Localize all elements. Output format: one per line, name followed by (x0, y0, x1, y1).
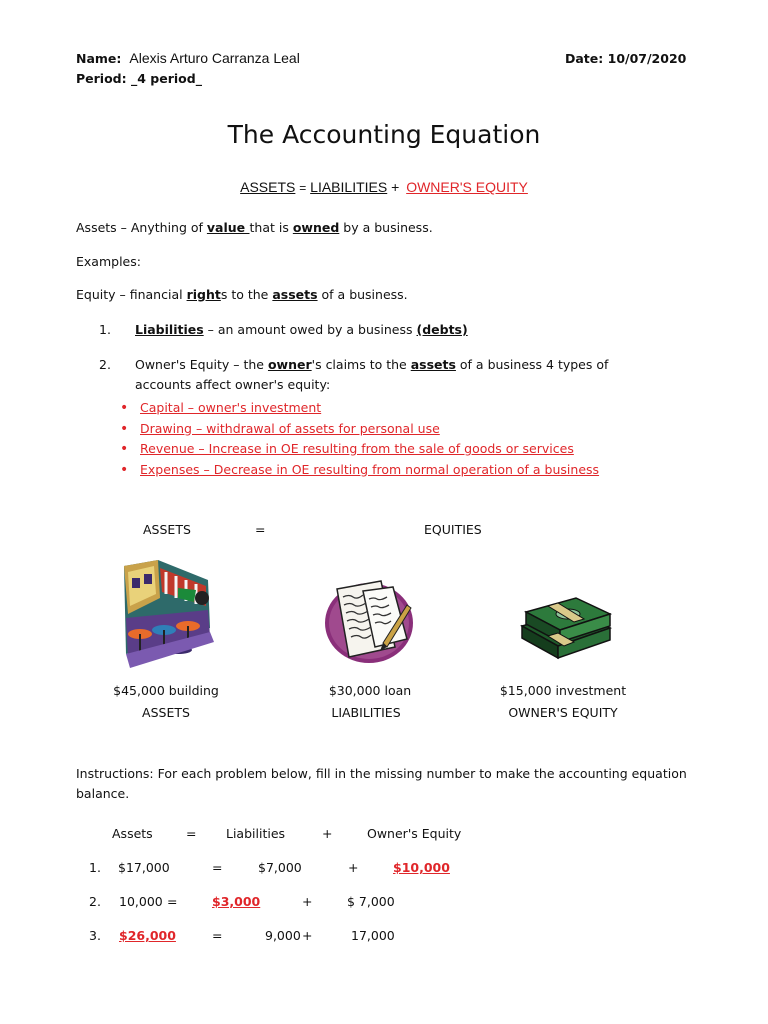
problem-plus: + (348, 860, 359, 875)
assets-def-post: by a business. (339, 220, 433, 235)
period-value: _4 period_ (130, 71, 202, 86)
investment-amount: $15,000 investment (499, 683, 627, 698)
problem-plus: + (302, 894, 313, 909)
list-item: • Drawing – withdrawal of assets for personal use (120, 420, 440, 437)
problem-oe: 17,000 (351, 928, 395, 943)
list-number-2: 2. (99, 357, 111, 372)
name-label: Name: (76, 51, 122, 66)
equity-def-post: of a business. (317, 287, 408, 302)
owners-equity-definition (135, 357, 608, 372)
eq-owners-equity: OWNER'S EQUITY (406, 179, 528, 195)
problem-assets: 10,000 (119, 894, 163, 909)
loan-label: LIABILITIES (331, 705, 401, 720)
list-item: • Revenue – Increase in OE resulting from the sale of goods or services (120, 441, 574, 457)
diagram-equities-head: EQUITIES (424, 522, 482, 537)
oe-def-pre: Owner's Equity – the (135, 357, 268, 372)
instructions-line2: balance. (76, 786, 130, 801)
page-title: The Accounting Equation (227, 120, 541, 149)
date-label: Date: (565, 51, 604, 66)
period-line (76, 71, 202, 86)
building-icon (118, 558, 218, 670)
col-header-plus: + (322, 826, 333, 841)
eq-liabilities: LIABILITIES (310, 179, 388, 195)
problem-liabilities: 9,000 (265, 928, 301, 943)
problem-eq: = (212, 860, 223, 875)
equity-def-right: right (186, 287, 221, 302)
eq-plus: + (391, 179, 400, 195)
assets-definition (76, 220, 433, 235)
list-item: • Capital – owner's investment (120, 400, 322, 416)
building-amount: $45,000 building (113, 683, 219, 698)
diagram-equals: = (255, 522, 266, 537)
eq-assets: ASSETS (240, 179, 296, 195)
liabilities-lead: Liabilities (135, 322, 204, 337)
col-header-assets: Assets (112, 826, 153, 841)
oe-account-types-list (120, 398, 599, 480)
document-pen-icon (323, 577, 415, 665)
problem-num: 2. (89, 894, 101, 909)
problem-eq: = (167, 894, 178, 909)
eq-equals: = (299, 181, 307, 195)
equity-definition (76, 287, 408, 302)
liabilities-mid: – an amount owed by a business (203, 322, 417, 337)
equity-def-mid: s to the (220, 287, 273, 302)
problem-liabilities: $7,000 (258, 860, 302, 875)
oe-def-post: of a business 4 types of (455, 357, 609, 372)
col-header-oe: Owner's Equity (367, 826, 462, 841)
assets-def-owned: owned (292, 220, 340, 235)
date-line (565, 51, 686, 66)
problem-assets: $17,000 (118, 860, 170, 875)
problem-num: 3. (89, 928, 101, 943)
problem-plus: + (302, 928, 313, 943)
col-header-liabilities: Liabilities (226, 826, 286, 841)
list-number-1: 1. (99, 322, 111, 337)
assets-def-value: value (206, 220, 250, 235)
loan-amount: $30,000 loan (328, 683, 412, 698)
period-label: Period: (76, 71, 127, 86)
equity-def-pre: Equity – financial (76, 287, 187, 302)
oe-def-owner: owner (267, 357, 312, 372)
liabilities-tail: (debts) (416, 322, 468, 337)
problem-answer: $3,000 (212, 894, 261, 909)
name-value: Alexis Arturo Carranza Leal (129, 50, 300, 66)
problem-answer: $26,000 (119, 928, 176, 943)
oe-def-mid: 's claims to the (311, 357, 411, 372)
examples-label: Examples: (76, 254, 141, 269)
money-stack-icon (518, 590, 614, 662)
problem-answer: $10,000 (393, 860, 450, 875)
assets-def-mid: that is (249, 220, 293, 235)
diagram-assets-head: ASSETS (143, 522, 191, 537)
liabilities-definition (135, 322, 468, 337)
equity-def-assets: assets (272, 287, 318, 302)
assets-def-pre: Assets – Anything of (76, 220, 207, 235)
investment-label: OWNER'S EQUITY (508, 705, 618, 720)
oe-def-line2: accounts affect owner's equity: (135, 377, 331, 392)
oe-def-assets: assets (410, 357, 456, 372)
col-header-eq: = (186, 826, 197, 841)
name-line (76, 50, 300, 66)
building-label: ASSETS (142, 705, 190, 720)
problem-eq: = (212, 928, 223, 943)
instructions-line1: Instructions: For each problem below, fill in the missing number to make the accounting equation (76, 766, 687, 781)
problem-oe: $ 7,000 (347, 894, 395, 909)
date-value: 10/07/2020 (607, 51, 687, 66)
problem-num: 1. (89, 860, 101, 875)
list-item: • Expenses – Decrease in OE resulting from normal operation of a business (120, 461, 600, 478)
accounting-equation (0, 179, 768, 195)
